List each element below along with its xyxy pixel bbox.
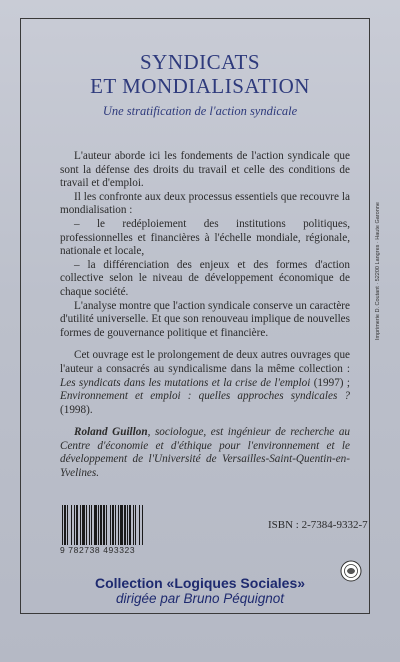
barcode-bar: [133, 505, 134, 545]
collection-name: Collection «Logiques Sociales»: [94, 575, 306, 591]
barcode-bar: [100, 505, 102, 545]
book-title: [60, 50, 340, 98]
author-name: Roland Guillon: [74, 426, 148, 439]
title-block: [60, 50, 340, 119]
barcode-bar: [106, 505, 107, 545]
paragraph-3: – le redéploiement des institutions politiques, professionnelles et financières à l'échelle mondiale, régionale, nationale et locale,: [60, 217, 350, 258]
barcode-bar: [74, 505, 75, 545]
barcode-bar: [71, 505, 72, 545]
back-cover-text: [60, 150, 350, 481]
printer-info: Imprimerie D. Coutant · 52200 Langres · Haute Garonne: [375, 202, 381, 340]
barcode-bar: [94, 505, 97, 545]
title-line-2: ET MONDIALISATION: [90, 74, 310, 98]
barcode-bar: [103, 505, 105, 545]
paragraph-1: L'auteur aborde ici les fondements de l'action syndicale que sont la défense des droits du travail et celle des conditions de travail et d'emploi.: [60, 150, 350, 190]
barcode-bar: [91, 505, 92, 545]
barcode-bar: [86, 505, 87, 545]
collection-info: [50, 575, 350, 607]
title-line-1: SYNDICATS: [139, 50, 261, 74]
barcode-bar: [142, 505, 143, 545]
barcode-bar: [124, 505, 126, 545]
barcode-bar: [64, 505, 66, 545]
isbn: ISBN : 2-7384-9332-7: [268, 519, 368, 531]
barcode-bar: [110, 505, 111, 545]
barcode-bar: [120, 505, 123, 545]
author-paragraph: [60, 426, 350, 480]
barcode-bar: [127, 505, 128, 545]
author-bio: , sociologue, est ingénieur de recherche au Centre d'économie et d'éthique pour l'environnement et le développement de l'Université de Versailles-Saint-Quentin-en-Yvelines.: [60, 426, 351, 480]
barcode-bar: [98, 505, 99, 545]
paragraph-6: Cet ouvrage est le prolongement de deux autres ouvrages que l'auteur a consacrés au syndicalisme dans la même collection : Les syndicats dans les mutations et la crise de l'emploi (1997) ; Environnement et emploi : quelles approches syndicales ? (1998).: [60, 349, 351, 416]
barcode-digits: 9 782738 493323: [60, 545, 136, 555]
barcode-bar: [76, 505, 78, 545]
barcode-bar: [115, 505, 116, 545]
paragraph-4: – la différenciation des enjeux et des formes d'action collective selon le niveau de développement économique de chaque société.: [60, 258, 350, 298]
barcode-bar: [80, 505, 81, 545]
barcode-bar: [135, 505, 136, 545]
barcode-icon: [60, 505, 180, 545]
book-subtitle: Une stratification de l'action syndicale: [102, 104, 298, 118]
paragraph-5: L'analyse montre que l'action syndicale conserve un caractère d'utilité universelle. Et que son renouveau implique de nouvelles formes de gouvernance politique et financière.: [60, 299, 350, 339]
barcode-bar: [89, 505, 90, 545]
barcode-bar: [112, 505, 114, 545]
publisher-logo-icon: [340, 560, 362, 582]
barcode-bar: [118, 505, 119, 545]
barcode-bar: [82, 505, 85, 545]
collection-director: dirigée par Bruno Péquignot: [115, 591, 285, 606]
barcode-bar: [129, 505, 131, 545]
barcode-bar: [62, 505, 63, 545]
barcode-bar: [139, 505, 140, 545]
barcode-bar: [67, 505, 68, 545]
paragraph-2: Il les confronte aux deux processus essentiels que recouvre la mondialisation :: [60, 190, 350, 217]
